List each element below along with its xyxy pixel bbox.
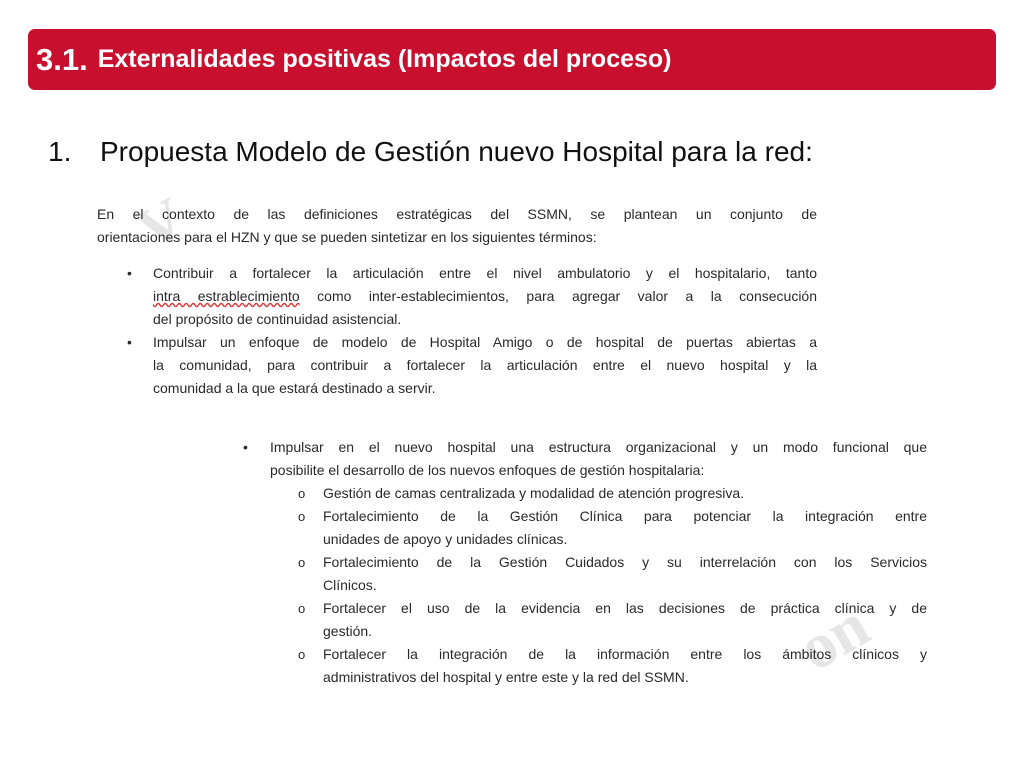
bullet-icon: • [127, 265, 132, 281]
bullet-line: Impulsar en el nuevo hospital una estructura organizacional y un modo funcional que [270, 439, 927, 455]
list-item [97, 262, 817, 331]
circle-bullet-icon: o [298, 647, 306, 662]
sub-bullet-list [243, 482, 927, 689]
sub-item-line: Fortalecimiento de la Gestión Cuidados y su interrelación con los Servicios [323, 554, 927, 570]
sub-item-line: Gestión de camas centralizada y modalidad de atención progresiva. [323, 485, 745, 501]
sub-item-line: unidades de apoyo y unidades clínicas. [323, 531, 568, 547]
list-item [243, 436, 927, 482]
title-number: 3.1. [36, 41, 88, 77]
sub-list-item [243, 643, 927, 689]
sub-item-line: Fortalecimiento de la Gestión Clínica para potenciar la integración entre [323, 508, 927, 524]
bullet-list [97, 262, 817, 400]
bullet-icon: • [127, 334, 132, 350]
bullet-line-rest: como inter-establecimientos, para agregar valor a la consecución [299, 288, 818, 304]
intro-line: orientaciones para el HZN y que se pueden sintetizar en los siguientes términos: [97, 229, 597, 245]
scanned-text-block-1 [97, 203, 817, 400]
sub-item-line: Fortalecer el uso de la evidencia en las decisiones de práctica clínica y de [323, 600, 927, 616]
bullet-line [153, 285, 817, 308]
subheading-number: 1. [48, 136, 72, 167]
title-bar [28, 29, 996, 90]
page-title: Externalidades positivas (Impactos del proceso) [97, 45, 672, 73]
watermark-mark: V [126, 184, 197, 264]
bullet-line: posibilite el desarrollo de los nuevos enfoques de gestión hospitalaria: [270, 462, 705, 478]
circle-bullet-icon: o [298, 486, 306, 501]
bullet-line: Contribuir a fortalecer la articulación entre el nivel ambulatorio y el hospitalario, tanto [153, 265, 817, 281]
spellcheck-underlined-text: intra estrablecimiento [153, 288, 300, 304]
bullet-line: Impulsar un enfoque de modelo de Hospital Amigo o de hospital de puertas abiertas a [153, 334, 817, 350]
circle-bullet-icon: o [298, 509, 306, 524]
sub-list-item [243, 597, 927, 643]
watermark-mark: on [786, 588, 881, 685]
sub-item-line: Clínicos. [323, 577, 377, 593]
sub-item-line: administrativos del hospital y entre este y la red del SSMN. [323, 669, 689, 685]
bullet-line: comunidad a la que estará destinado a servir. [153, 380, 436, 396]
sub-item-line: Fortalecer la integración de la información entre los ámbitos clínicos y [323, 646, 927, 662]
intro-paragraph [97, 203, 817, 249]
scanned-text-block-2 [243, 436, 927, 689]
subheading-text: Propuesta Modelo de Gestión nuevo Hospital para la red: [100, 136, 813, 167]
sub-item-line: gestión. [323, 623, 373, 639]
sub-list-item [243, 505, 927, 551]
sub-list-item [243, 482, 927, 505]
bullet-icon: • [243, 439, 248, 455]
circle-bullet-icon: o [298, 555, 306, 570]
intro-line: En el contexto de las definiciones estratégicas del SSMN, se plantean un conjunto de [97, 206, 817, 222]
bullet-line: la comunidad, para contribuir a fortalecer la articulación entre el nuevo hospital y la [153, 357, 817, 373]
list-item [97, 331, 817, 400]
bullet-line: del propósito de continuidad asistencial. [153, 311, 402, 327]
sub-list-item [243, 551, 927, 597]
circle-bullet-icon: o [298, 601, 306, 616]
subheading [48, 136, 813, 168]
